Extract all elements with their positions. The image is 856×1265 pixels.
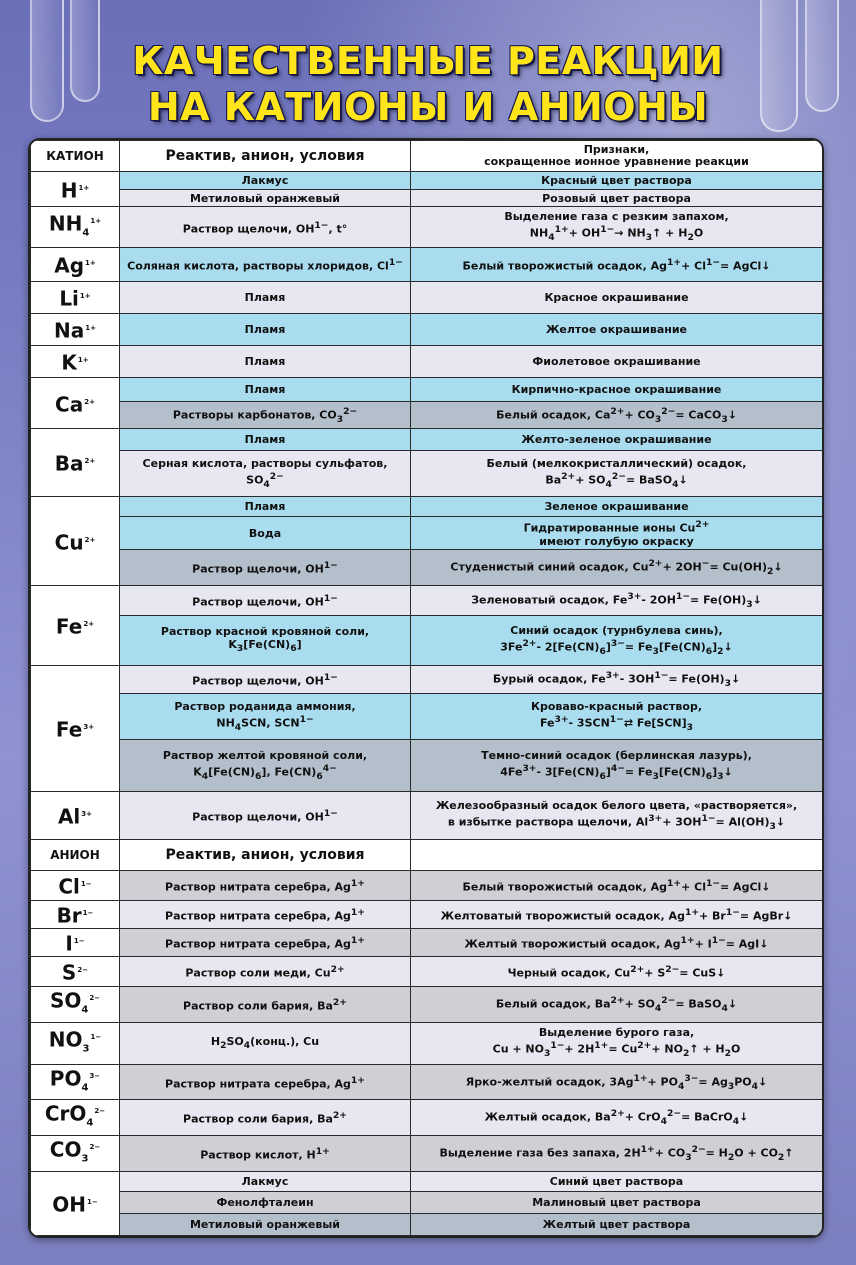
sign-cell: Желто-зеленое окрашивание: [411, 429, 823, 451]
reagent-cell: Раствор нитрата серебра, $Ag^{1+}$: [120, 901, 411, 929]
sign-cell: Желтый осадок, $Ba^{2+}+ CrO_4^{2-}=$ BaCrO$_4$↓: [411, 1100, 823, 1136]
reagent-cell: Лакмус: [120, 1171, 411, 1191]
ion-cell: $Li^{1+}$: [31, 282, 120, 314]
sign-cell: Гидратированные ионы $Cu^{2+}$ имеют голубую окраску: [411, 517, 823, 550]
sign-cell: Выделение газа с резким запахом, $NH_4^{1+}+ OH^{1-}\to$ $NH_3↑ + H_2O$: [411, 207, 823, 248]
table-row: [31, 1022, 823, 1064]
table-row: [31, 497, 823, 517]
table-row: [31, 1171, 823, 1191]
table-row: [31, 957, 823, 987]
table-row: [31, 378, 823, 402]
table-row: [31, 1064, 823, 1100]
ion-cell: $S^{2-}$: [31, 957, 120, 987]
table-row: [31, 517, 823, 550]
table-row: [31, 314, 823, 346]
reagent-cell: Раствор щелочи, $OH^{1-}$: [120, 550, 411, 586]
table-row: [31, 901, 823, 929]
table-row: [31, 346, 823, 378]
anion-column-header: АНИОН: [31, 840, 120, 871]
table-row: [31, 451, 823, 497]
table-row: [31, 190, 823, 207]
reagent-cell: Раствор соли бария, $Ba^{2+}$: [120, 987, 411, 1023]
reagent-cell: Серная кислота, растворы сульфатов, $SO_4^{2-}$: [120, 451, 411, 497]
sign-cell: Желтое окрашивание: [411, 314, 823, 346]
reagent-cell: Соляная кислота, растворы хлоридов, $Cl^{1-}$: [120, 248, 411, 282]
reagent-cell: Раствор щелочи, $OH^{1-}$: [120, 666, 411, 694]
table-row: [31, 929, 823, 957]
ion-cell: $Na^{1+}$: [31, 314, 120, 346]
reagent-cell: Раствор кислот, $H^{1+}$: [120, 1135, 411, 1171]
sign-cell: Красный цвет раствора: [411, 172, 823, 190]
anion-header-row: [31, 840, 823, 871]
reagent-cell: Раствор желтой кровяной соли, $K_4[Fe(CN)_6]$, $Fe(CN)_6^{4-}$: [120, 740, 411, 792]
reagent-cell: Раствор щелочи, $OH^{1-}$: [120, 586, 411, 616]
ion-cell: $CO_3^{2-}$: [31, 1135, 120, 1171]
table-row: [31, 1191, 823, 1213]
table-row: [31, 666, 823, 694]
ion-cell: $Br^{1-}$: [31, 901, 120, 929]
sign-cell: Черный осадок, $Cu^{2+}+ S^{2-}=$ CuS↓: [411, 957, 823, 987]
sign-cell: Розовый цвет раствора: [411, 190, 823, 207]
reagent-cell: Раствор щелочи, $OH^{1-}$: [120, 792, 411, 840]
reagent-cell: Пламя: [120, 497, 411, 517]
ion-cell: $NO_3^{1-}$: [31, 1022, 120, 1064]
table-row: [31, 694, 823, 740]
ion-cell: $Ba^{2+}$: [31, 429, 120, 497]
ion-cell: $OH^{1-}$: [31, 1171, 120, 1235]
cation-column-header: КАТИОН: [31, 141, 120, 172]
ion-cell: $NH_4^{1+}$: [31, 207, 120, 248]
reagent-cell: Раствор нитрата серебра, $Ag^{1+}$: [120, 1064, 411, 1100]
table-row: [31, 429, 823, 451]
sign-cell: Темно-синий осадок (берлинская лазурь), $4Fe^{3+}-$ $3[Fe(CN)_6]^{4-}=$ $Fe_3[Fe(CN)_6]_3↓$: [411, 740, 823, 792]
poster-title: [0, 38, 856, 130]
ion-cell: $K^{1+}$: [31, 346, 120, 378]
sign-cell: Синий осадок (турнбулева синь), $3Fe^{2+}-$ $2[Fe(CN)_6]^{3-}=$ $Fe_3[Fe(CN)_6]_2↓$: [411, 616, 823, 666]
reagent-cell: Пламя: [120, 346, 411, 378]
sign-cell: Кроваво-красный раствор, $Fe^{3+}-$ $3SCN^{1-}⇄$ $Fe[SCN]_3$: [411, 694, 823, 740]
reagent-cell: Пламя: [120, 429, 411, 451]
reagent-cell: Пламя: [120, 378, 411, 402]
cation-header-row: [31, 141, 823, 172]
sign-cell: Бурый осадок, $Fe^{3+}-$ $3OH^{1-}=$ $Fe(OH)_3↓$: [411, 666, 823, 694]
reagent-cell: Раствор соли меди, $Cu^{2+}$: [120, 957, 411, 987]
ion-cell: $H^{1+}$: [31, 172, 120, 207]
empty-header-cell: [411, 840, 823, 871]
reagent-cell: Раствор нитрата серебра, $Ag^{1+}$: [120, 871, 411, 901]
reagent-column-header: Реактив, анион, условия: [120, 840, 411, 871]
table-row: [31, 616, 823, 666]
ion-cell: $Al^{3+}$: [31, 792, 120, 840]
reagent-cell: Раствор соли бария, $Ba^{2+}$: [120, 1100, 411, 1136]
reagent-cell: Метиловый оранжевый: [120, 1213, 411, 1235]
sign-cell: Выделение бурого газа, $Cu + NO_3^{1-}+ 2H^{1+}= Cu^{2+}+$ $NO_2↑ + H_2O$: [411, 1022, 823, 1064]
table-row: [31, 1135, 823, 1171]
sign-cell: Желтоватый творожистый осадок, $Ag^{1+}+ Br^{1-}=$ AgBr↓: [411, 901, 823, 929]
sign-cell: Железообразный осадок белого цвета, «растворяется», в избытке раствора щелочи, $Al^{3+}+ 3OH^{1-}=$ $Al(OH)_3↓$: [411, 792, 823, 840]
sign-cell: Белый творожистый осадок, $Ag^{1+}+ Cl^{1-}=$ AgCl↓: [411, 248, 823, 282]
ion-cell: $Cu^{2+}$: [31, 497, 120, 586]
ion-cell: $SO_4^{2-}$: [31, 987, 120, 1023]
reagent-cell: Раствор красной кровяной соли, $K_3[Fe(CN)_6]$: [120, 616, 411, 666]
sign-cell: Желтый цвет раствора: [411, 1213, 823, 1235]
table-row: [31, 1100, 823, 1136]
reagent-cell: Лакмус: [120, 172, 411, 190]
sign-cell: Желтый творожистый осадок, $Ag^{1+}+ I^{1-}=$ AgI↓: [411, 929, 823, 957]
sign-cell: Белый осадок, $Ca^{2+}+ CO_3^{2-}=$ CaCO$_3$↓: [411, 402, 823, 429]
sign-cell: Фиолетовое окрашивание: [411, 346, 823, 378]
table-row: [31, 987, 823, 1023]
table-row: [31, 740, 823, 792]
sign-cell: Белый (мелкокристаллический) осадок, $Ba^{2+}+ SO_4^{2-}=$ BaSO$_4$↓: [411, 451, 823, 497]
sign-cell: Белый творожистый осадок, $Ag^{1+}+ Cl^{1-}=$ AgCl↓: [411, 871, 823, 901]
ion-cell: $Ca^{2+}$: [31, 378, 120, 429]
signs-column-header: Признаки, сокращенное ионное уравнение реакции: [411, 141, 823, 172]
table-row: [31, 1213, 823, 1235]
table-row: [31, 248, 823, 282]
table-row: [31, 402, 823, 429]
sign-cell: Красное окрашивание: [411, 282, 823, 314]
table-row: [31, 172, 823, 190]
ion-cell: $PO_4^{3-}$: [31, 1064, 120, 1100]
ion-cell: $Fe^{3+}$: [31, 666, 120, 792]
ion-cell: CrO$_4^{2-}$: [31, 1100, 120, 1136]
ion-cell: $I^{1-}$: [31, 929, 120, 957]
table-row: [31, 871, 823, 901]
reagent-cell: Раствор нитрата серебра, $Ag^{1+}$: [120, 929, 411, 957]
reagent-cell: Вода: [120, 517, 411, 550]
table-row: [31, 550, 823, 586]
table-row: [31, 207, 823, 248]
title-line-2: НА КАТИОНЫ И АНИОНЫ: [147, 85, 709, 129]
reagent-column-header: Реактив, анион, условия: [120, 141, 411, 172]
sign-cell: Ярко-желтый осадок, $3Ag^{1+}+ PO_4^{3-}=$ $Ag_3PO_4↓$: [411, 1064, 823, 1100]
sign-cell: Белый осадок, $Ba^{2+}+ SO_4^{2-}=$ BaSO$_4$↓: [411, 987, 823, 1023]
reagent-cell: Раствор щелочи, $OH^{1-}$, t°: [120, 207, 411, 248]
reagent-cell: $H_2SO_4(конц.)$, Cu: [120, 1022, 411, 1064]
reagent-cell: Пламя: [120, 282, 411, 314]
sign-cell: Малиновый цвет раствора: [411, 1191, 823, 1213]
ion-cell: $Ag^{1+}$: [31, 248, 120, 282]
sign-cell: Выделение газа без запаха, $2H^{1+}+ CO_3^{2-}= H_2O$ + $CO_2↑$: [411, 1135, 823, 1171]
sign-cell: Синий цвет раствора: [411, 1171, 823, 1191]
reactions-table: [28, 138, 824, 1238]
sign-cell: Зеленое окрашивание: [411, 497, 823, 517]
ion-cell: $Cl^{1-}$: [31, 871, 120, 901]
ion-cell: $Fe^{2+}$: [31, 586, 120, 666]
table-row: [31, 792, 823, 840]
reagent-cell: Раствор роданида аммония, $NH_4SCN$, $SCN^{1-}$: [120, 694, 411, 740]
sign-cell: Кирпично-красное окрашивание: [411, 378, 823, 402]
sign-cell: Студенистый синий осадок, $Cu^{2+}+ 2OH^-=$ $Cu(OH)_2↓$: [411, 550, 823, 586]
reagent-cell: Фенолфталеин: [120, 1191, 411, 1213]
reagent-cell: Пламя: [120, 314, 411, 346]
sign-cell: Зеленоватый осадок, $Fe^{3+}-$ $2OH^{1-}=$ $Fe(OH)_3↓$: [411, 586, 823, 616]
title-line-1: КАЧЕСТВЕННЫЕ РЕАКЦИИ: [132, 39, 724, 83]
reagent-cell: Метиловый оранжевый: [120, 190, 411, 207]
reagent-cell: Растворы карбонатов, $CO_3^{2-}$: [120, 402, 411, 429]
table-row: [31, 586, 823, 616]
table-row: [31, 282, 823, 314]
